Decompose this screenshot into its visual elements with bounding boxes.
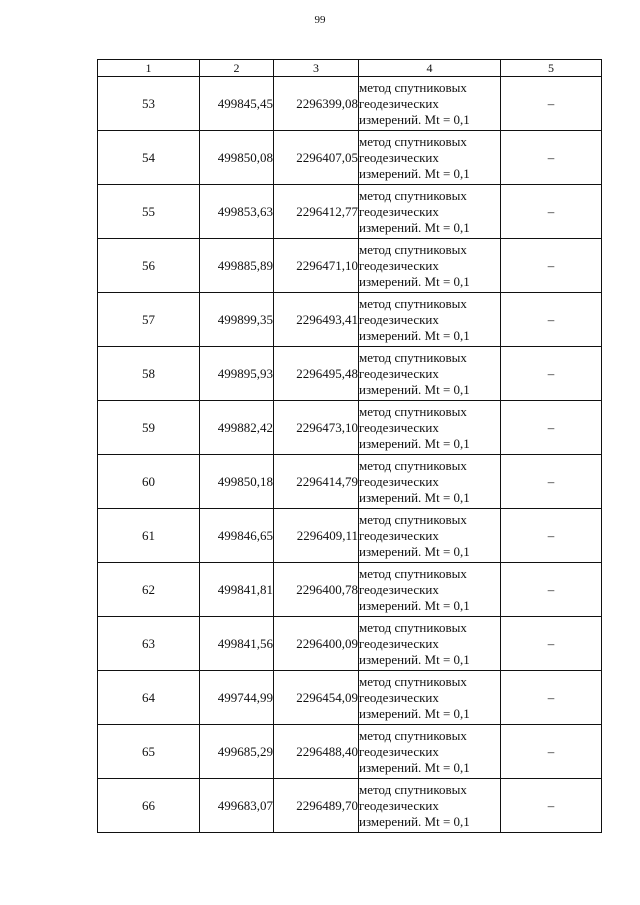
x-coordinate-cell: 499841,56: [200, 617, 274, 671]
table-row: [98, 293, 602, 347]
method-line: метод спутниковых: [359, 241, 467, 257]
table-row: [98, 563, 602, 617]
method-line: геодезических: [359, 581, 439, 597]
point-number-cell: 66: [98, 779, 200, 833]
x-coordinate-cell: 499899,35: [200, 293, 274, 347]
method-line: метод спутниковых: [359, 511, 467, 527]
method-line: метод спутниковых: [359, 727, 467, 743]
method-cell: [359, 239, 501, 293]
method-line: геодезических: [359, 203, 439, 219]
method-cell: [359, 401, 501, 455]
method-cell: [359, 671, 501, 725]
x-coordinate-cell: 499853,63: [200, 185, 274, 239]
method-cell: [359, 779, 501, 833]
point-number-cell: 53: [98, 77, 200, 131]
x-coordinate-cell: 499744,99: [200, 671, 274, 725]
x-coordinate-cell: 499885,89: [200, 239, 274, 293]
column-header: 3: [274, 60, 359, 77]
method-cell: [359, 563, 501, 617]
y-coordinate-cell: 2296473,10: [274, 401, 359, 455]
column-header: 2: [200, 60, 274, 77]
point-number-cell: 64: [98, 671, 200, 725]
point-number-cell: 61: [98, 509, 200, 563]
method-line: метод спутниковых: [359, 565, 467, 581]
point-number-cell: 62: [98, 563, 200, 617]
method-line: геодезических: [359, 635, 439, 651]
method-line: измерений. Mt = 0,1: [359, 597, 470, 613]
method-cell: [359, 293, 501, 347]
table-row: [98, 239, 602, 293]
y-coordinate-cell: 2296454,09: [274, 671, 359, 725]
table-row: [98, 185, 602, 239]
method-line: геодезических: [359, 365, 439, 381]
point-number-cell: 56: [98, 239, 200, 293]
note-cell: –: [501, 563, 602, 617]
method-line: метод спутниковых: [359, 403, 467, 419]
x-coordinate-cell: 499841,81: [200, 563, 274, 617]
point-number-cell: 58: [98, 347, 200, 401]
note-cell: –: [501, 671, 602, 725]
method-cell: [359, 725, 501, 779]
method-line: измерений. Mt = 0,1: [359, 327, 470, 343]
y-coordinate-cell: 2296495,48: [274, 347, 359, 401]
table-row: [98, 401, 602, 455]
point-number-cell: 59: [98, 401, 200, 455]
method-cell: [359, 509, 501, 563]
method-line: геодезических: [359, 311, 439, 327]
method-line: геодезических: [359, 419, 439, 435]
method-line: геодезических: [359, 527, 439, 543]
method-line: измерений. Mt = 0,1: [359, 165, 470, 181]
y-coordinate-cell: 2296412,77: [274, 185, 359, 239]
point-number-cell: 60: [98, 455, 200, 509]
y-coordinate-cell: 2296489,70: [274, 779, 359, 833]
table-row: [98, 131, 602, 185]
x-coordinate-cell: 499882,42: [200, 401, 274, 455]
method-cell: [359, 617, 501, 671]
note-cell: –: [501, 77, 602, 131]
method-line: геодезических: [359, 257, 439, 273]
note-cell: –: [501, 293, 602, 347]
y-coordinate-cell: 2296399,08: [274, 77, 359, 131]
point-number-cell: 54: [98, 131, 200, 185]
table-row: [98, 671, 602, 725]
note-cell: –: [501, 239, 602, 293]
table-row: [98, 509, 602, 563]
y-coordinate-cell: 2296493,41: [274, 293, 359, 347]
note-cell: –: [501, 347, 602, 401]
method-line: метод спутниковых: [359, 457, 467, 473]
table-row: [98, 455, 602, 509]
y-coordinate-cell: 2296409,11: [274, 509, 359, 563]
note-cell: –: [501, 131, 602, 185]
note-cell: –: [501, 779, 602, 833]
table-body: [98, 77, 602, 833]
method-line: измерений. Mt = 0,1: [359, 651, 470, 667]
method-line: измерений. Mt = 0,1: [359, 381, 470, 397]
method-cell: [359, 347, 501, 401]
point-number-cell: 57: [98, 293, 200, 347]
method-line: геодезических: [359, 473, 439, 489]
page-number: 99: [314, 14, 326, 26]
method-line: метод спутниковых: [359, 673, 467, 689]
note-cell: –: [501, 455, 602, 509]
x-coordinate-cell: 499895,93: [200, 347, 274, 401]
method-line: геодезических: [359, 95, 439, 111]
y-coordinate-cell: 2296407,05: [274, 131, 359, 185]
method-line: измерений. Mt = 0,1: [359, 813, 470, 829]
method-line: геодезических: [359, 689, 439, 705]
note-cell: –: [501, 617, 602, 671]
method-line: метод спутниковых: [359, 295, 467, 311]
coordinates-table: [97, 59, 602, 833]
table-row: [98, 347, 602, 401]
note-cell: –: [501, 185, 602, 239]
method-cell: [359, 455, 501, 509]
x-coordinate-cell: 499683,07: [200, 779, 274, 833]
x-coordinate-cell: 499850,18: [200, 455, 274, 509]
note-cell: –: [501, 725, 602, 779]
x-coordinate-cell: 499846,65: [200, 509, 274, 563]
method-line: метод спутниковых: [359, 619, 467, 635]
y-coordinate-cell: 2296400,78: [274, 563, 359, 617]
point-number-cell: 55: [98, 185, 200, 239]
method-line: измерений. Mt = 0,1: [359, 759, 470, 775]
y-coordinate-cell: 2296471,10: [274, 239, 359, 293]
table-row: [98, 725, 602, 779]
y-coordinate-cell: 2296400,09: [274, 617, 359, 671]
note-cell: –: [501, 401, 602, 455]
column-header: 1: [98, 60, 200, 77]
method-line: измерений. Mt = 0,1: [359, 219, 470, 235]
method-line: геодезических: [359, 743, 439, 759]
method-line: метод спутниковых: [359, 79, 467, 95]
method-line: метод спутниковых: [359, 133, 467, 149]
method-cell: [359, 77, 501, 131]
method-cell: [359, 185, 501, 239]
note-cell: –: [501, 509, 602, 563]
table-row: [98, 779, 602, 833]
y-coordinate-cell: 2296488,40: [274, 725, 359, 779]
x-coordinate-cell: 499845,45: [200, 77, 274, 131]
x-coordinate-cell: 499685,29: [200, 725, 274, 779]
method-line: измерений. Mt = 0,1: [359, 543, 470, 559]
method-line: измерений. Mt = 0,1: [359, 705, 470, 721]
method-line: метод спутниковых: [359, 349, 467, 365]
column-header: 4: [359, 60, 501, 77]
method-line: измерений. Mt = 0,1: [359, 435, 470, 451]
method-line: измерений. Mt = 0,1: [359, 489, 470, 505]
table-header-row: [98, 60, 602, 77]
method-line: измерений. Mt = 0,1: [359, 273, 470, 289]
method-line: измерений. Mt = 0,1: [359, 111, 470, 127]
table-row: [98, 617, 602, 671]
x-coordinate-cell: 499850,08: [200, 131, 274, 185]
y-coordinate-cell: 2296414,79: [274, 455, 359, 509]
method-line: метод спутниковых: [359, 781, 467, 797]
point-number-cell: 65: [98, 725, 200, 779]
method-line: геодезических: [359, 149, 439, 165]
table-row: [98, 77, 602, 131]
point-number-cell: 63: [98, 617, 200, 671]
method-line: геодезических: [359, 797, 439, 813]
method-line: метод спутниковых: [359, 187, 467, 203]
method-cell: [359, 131, 501, 185]
column-header: 5: [501, 60, 602, 77]
